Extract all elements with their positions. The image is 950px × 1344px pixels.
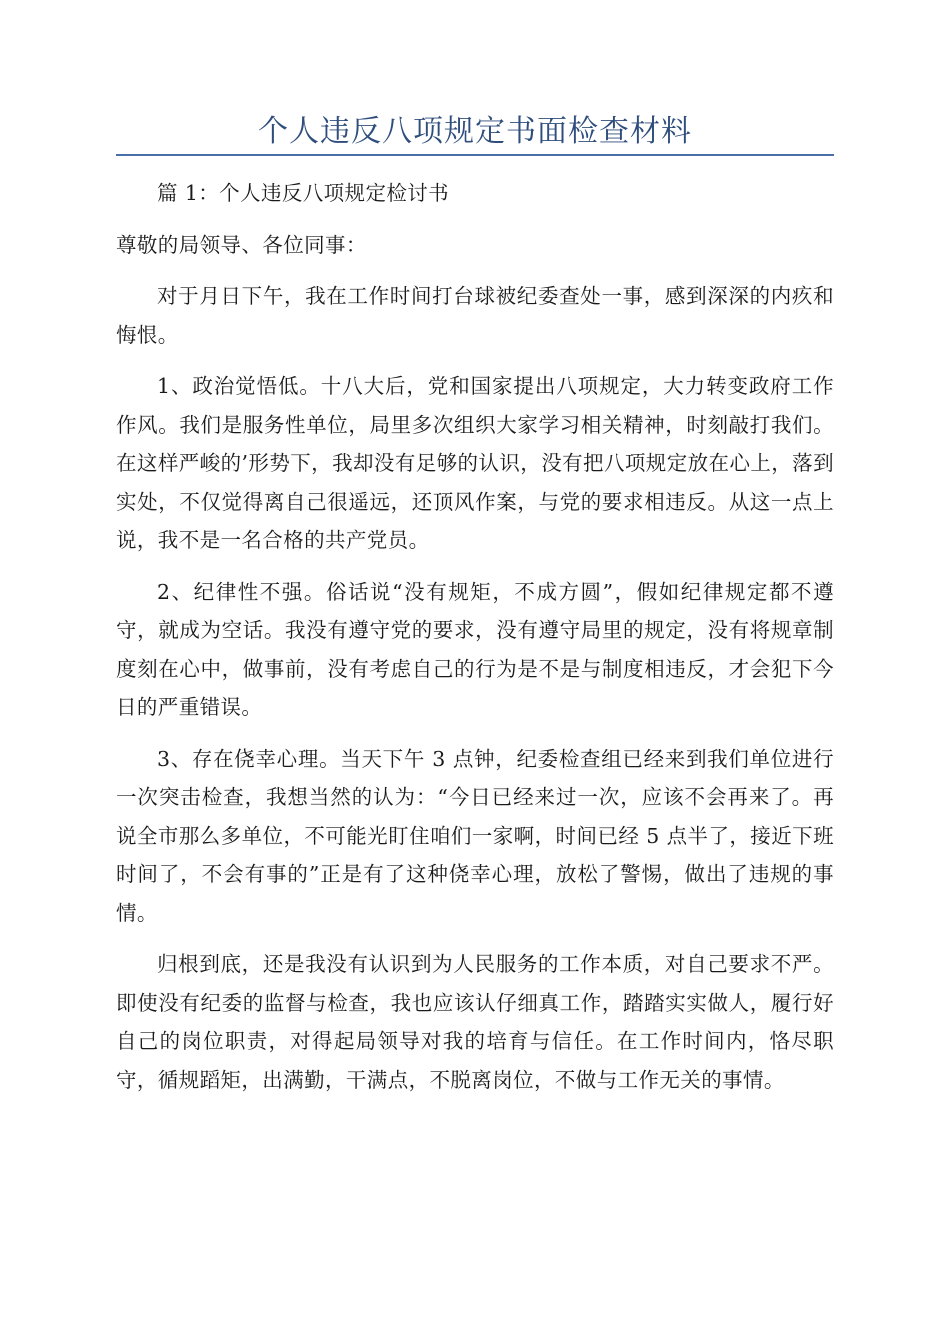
document-title: 个人违反八项规定书面检查材料	[258, 114, 692, 149]
paragraph-point-2: 2、纪律性不强。俗话说“没有规矩，不成方圆”，假如纪律规定都不遵守，就成为空话。我没有遵守党的要求，没有遵守局里的规定，没有将规章制度刻在心中，做事前，没有考虑自己的行为是不是与制度相违反，才会犯下今日的严重错误。	[116, 579, 834, 719]
paragraph-intro: 对于月日下午，我在工作时间打台球被纪委查处一事，感到深深的内疚和悔恨。	[116, 284, 834, 347]
paragraph-point-1: 1、政治觉悟低。十八大后，党和国家提出八项规定，大力转变政府工作作风。我们是服务性单位，局里多次组织大家学习相关精神，时刻敲打我们。在这样严峻的’形势下，我却没有足够的认识，没有把八项规定放在心上，落到实处，不仅觉得离自己很遥远，还顶风作案，与党的要求相违反。从这一点上说，我不是一名合格的共产党员。	[116, 374, 834, 552]
title-underline	[116, 154, 834, 156]
document-body	[116, 174, 834, 1112]
salutation: 尊敬的局领导、各位同事：	[116, 232, 367, 257]
section-heading: 篇 1：个人违反八项规定检讨书	[157, 181, 450, 205]
paragraph-point-3: 3、存在侥幸心理。当天下午 3 点钟，纪委检查组已经来到我们单位进行一次突击检查，我想当然的认为：“今日已经来过一次，应该不会再来了。再说全市那么多单位，不可能光盯住咱们一家啊，时间已经 5 点半了，接近下班时间了，不会有事的”正是有了这种侥幸心理，放松了警惕，做出了违规的事情。	[116, 746, 834, 925]
paragraph-conclusion: 归根到底，还是我没有认识到为人民服务的工作本质，对自己要求不严。即使没有纪委的监督与检查，我也应该认仔细真工作，踏踏实实做人，履行好自己的岗位职责，对得起局领导对我的培育与信任。在工作时间内，恪尽职守，循规蹈矩，出满勤，干满点，不脱离岗位，不做与工作无关的事情。	[116, 952, 834, 1092]
